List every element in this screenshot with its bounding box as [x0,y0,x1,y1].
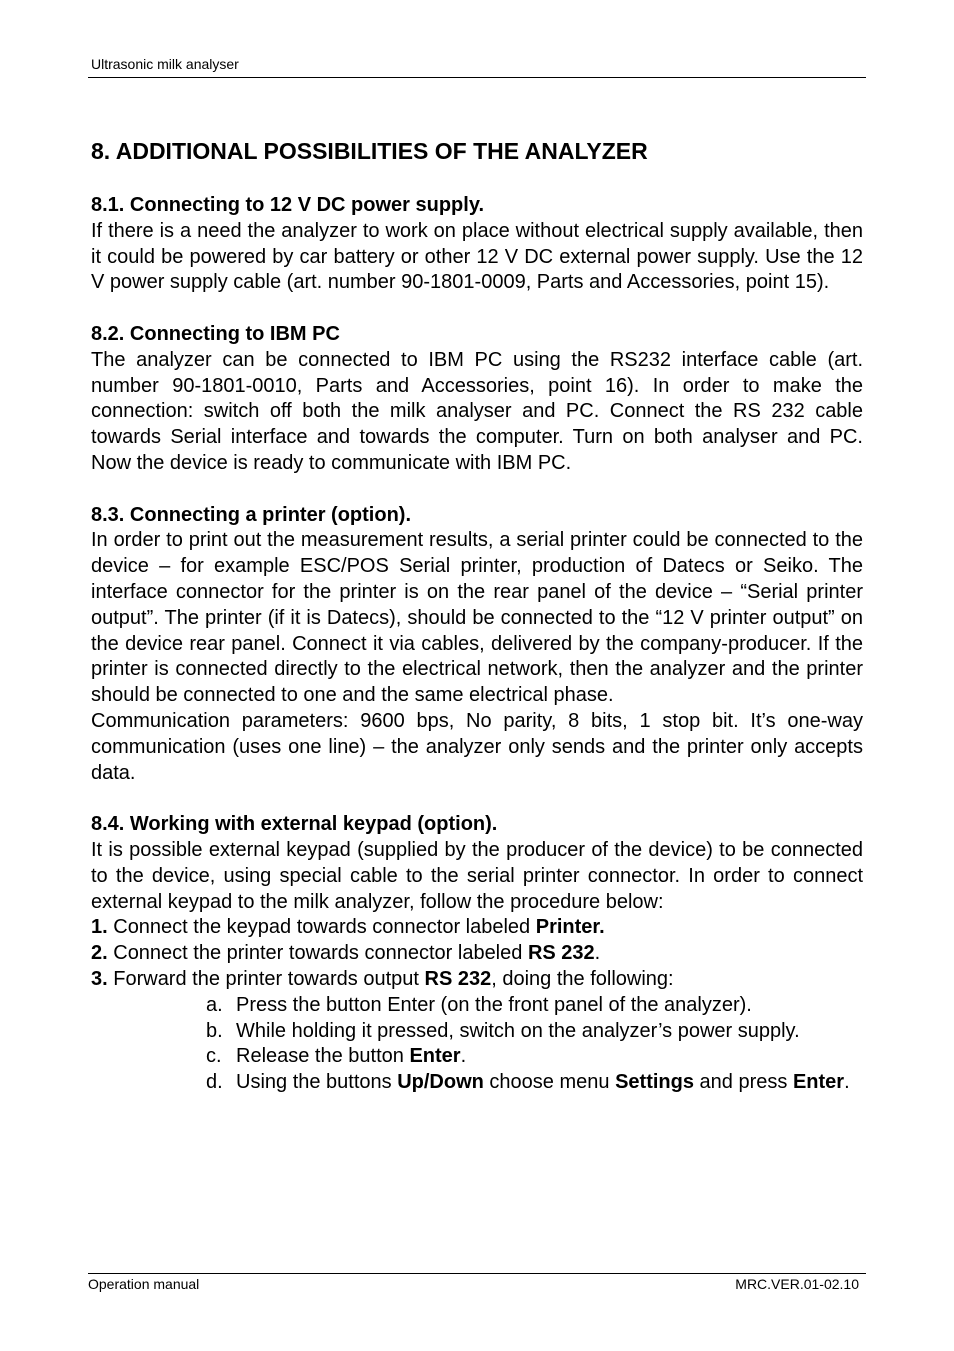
substep-letter: b. [206,1019,223,1042]
substep-bold: Enter [792,1071,845,1094]
section-8-2 [91,322,863,477]
substep-letter: a. [206,993,223,1016]
step-3 [91,967,863,993]
footer-rule [88,1273,866,1274]
substep-bold: Enter [409,1045,461,1068]
section-8-3 [91,503,863,787]
step-bold: Printer. [535,916,605,939]
step-bold: RS 232 [527,942,595,965]
section-title: 8.1. Connecting to 12 V DC power supply. [91,194,485,216]
substep-b [206,1019,863,1045]
substep-text-mid: and press [693,1071,793,1094]
substep-text: While holding it pressed, switch on the analyzer’s power supply. [236,1019,800,1042]
substep-bold: Up/Down [397,1071,484,1094]
footer-left: Operation manual [88,1276,200,1292]
substep-text-mid: choose menu [483,1071,616,1094]
substep-text [236,1070,863,1096]
substep-text-post: . [460,1045,467,1068]
paragraph: In order to print out the measurement results, a serial printer could be connected to the device – for example ESC/POS Serial printer, production of Datecs or Seiko. The interface connector for the printer is on the rear panel of the device – “Serial printer output”. The printer (if it is Datecs), should be connected to the “12 V printer output” on the device rear panel. Connect it via cables, delivered by the company-producer. If the printer is connected directly to the electrical network, then the analyzer and the printer should be connected to one and the same electrical phase. [91,529,863,707]
substep-letter: d. [206,1071,223,1094]
section-8-4 [91,812,863,1096]
substep-text [236,1044,863,1070]
section-title: 8.4. Working with external keypad (option). [91,813,498,836]
page-header: Ultrasonic milk analyser [91,56,239,72]
step-2 [91,941,863,967]
step-1 [91,915,863,941]
footer-right: MRC.VER.01-02.10 [735,1276,859,1292]
substep-c [206,1044,863,1070]
paragraph: If there is a need the analyzer to work on place without electrical supply available, then it could be powered by car battery or other 12 V DC external power supply. Use the 12 V power supply cable (art. number 90-1801-0009, Parts and Accessories, point 15). [91,219,863,294]
substep-text: Press the button Enter (on the front panel of the analyzer). [236,993,752,1016]
step-text: Connect the keypad towards connector labeled [107,916,536,939]
substep-text-post: . [844,1071,850,1094]
step-text: Forward the printer towards output [107,967,425,990]
substep-bold: Settings [615,1071,694,1094]
section-title: 8.2. Connecting to IBM PC [91,322,340,345]
section-8-1 [91,193,863,296]
substep-a [206,993,863,1019]
paragraph: The analyzer can be connected to IBM PC using the RS232 interface cable (art. number 90-1801-0010, Parts and Accessories, point 16). In order to make the connection: switch off both the milk analyser and PC. Connect the RS 232 cable towards Serial interface and towards the computer. Turn on both analyser and PC. Now the device is ready to communicate with IBM PC. [91,348,863,474]
chapter-title: 8. ADDITIONAL POSSIBILITIES OF THE ANALYZER [91,138,648,164]
section-title: 8.3. Connecting a printer (option). [91,503,411,526]
step-number: 1. [91,916,108,939]
paragraph: Communication parameters: 9600 bps, No parity, 8 bits, 1 stop bit. It’s one-way communication (uses one line) – the analyzer only sends and the printer only accepts data. [91,709,863,784]
header-rule [88,77,866,78]
page-content [91,137,863,1096]
step-number: 3. [91,967,108,990]
substep-text-pre: Using the buttons [236,1071,398,1094]
paragraph: It is possible external keypad (supplied by the producer of the device) to be connected to the device, using special cable to the serial printer connector. In order to connect external keypad to the milk analyzer, follow the procedure below: [91,838,863,913]
substep-text-pre: Release the button [236,1045,410,1068]
step-text: Connect the printer towards connector labeled [107,942,528,965]
step-tail: . [594,942,601,965]
step-tail: , doing the following: [491,967,674,990]
step-number: 2. [91,942,108,965]
step-bold: RS 232 [424,967,492,990]
substep-letter: c. [206,1045,222,1068]
substep-d [206,1070,863,1096]
